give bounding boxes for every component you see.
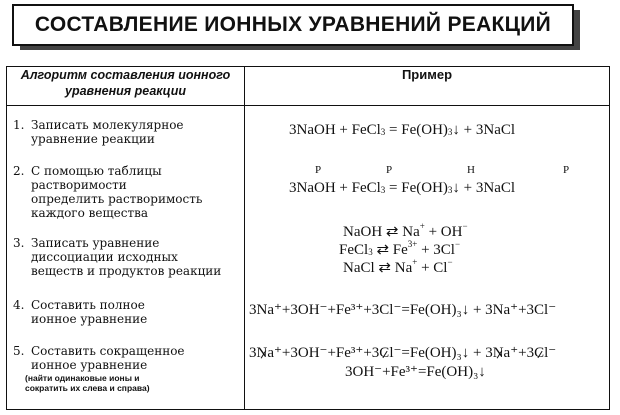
step-4 <box>13 298 241 326</box>
step-number: 2. <box>13 164 25 178</box>
title-block <box>10 4 590 52</box>
solubility-mark: Р <box>315 164 322 176</box>
dissociation-nacl: NaCl ⇄ Na+ + Cl− <box>343 257 453 276</box>
step-number: 5. <box>13 344 25 358</box>
step-2 <box>13 164 241 220</box>
step-number: 4. <box>13 298 25 312</box>
full-ionic-equation: 3Na⁺+3OH⁻+Fe³⁺+3Cl⁻=Fe(OH)₃↓ + 3Na⁺+3Cl⁻ <box>249 302 557 318</box>
header-algorithm: Алгоритм составления ионного уравнения реакции <box>7 67 245 106</box>
step-1 <box>13 118 241 146</box>
dissociation-fecl3: FeCl$_3$ ⇄ $Fe^{3+} + 3Cl^-$ <box>339 239 461 258</box>
page-title: СОСТАВЛЕНИЕ ИОННЫХ УРАВНЕНИЙ РЕАКЦИЙ <box>12 4 574 46</box>
solubility-mark: Н <box>467 164 475 176</box>
molecular-equation-repeat: 3NaOH + FeCl$_3$ = $Fe(OH)_3↓$ + 3NaCl <box>289 180 516 196</box>
steps-column <box>7 106 245 410</box>
solubility-mark: Р <box>386 164 393 176</box>
table-header-row <box>7 67 610 106</box>
solubility-mark: Р <box>563 164 570 176</box>
step-text: Записать уравнение диссоциации исходных веществ и продуктов реакции <box>31 236 222 278</box>
header-example: Пример <box>245 67 610 106</box>
crossed-ionic-equation: 3Na⁺+3OH⁻+Fe³⁺+3Cl⁻=Fe(OH)₃↓ + 3Na⁺+3Cl⁻ <box>249 345 557 361</box>
step-3 <box>13 236 241 278</box>
step-text: Записать молекулярное уравнение реакции <box>31 118 184 146</box>
examples-column <box>245 106 610 410</box>
step-5 <box>13 344 241 393</box>
step-number: 3. <box>13 236 25 250</box>
step-note: (найти одинаковые ионы и сократить их слева и справа) <box>25 373 150 393</box>
step-number: 1. <box>13 118 25 132</box>
step-text: Составить полное ионное уравнение <box>31 298 148 326</box>
molecular-equation: 3NaOH + FeCl$_3$ = $Fe(OH)_3↓$ + 3NaCl <box>289 122 516 138</box>
table-body-row <box>7 106 610 410</box>
step-text: Составить сокращенное ионное уравнение <box>31 344 185 372</box>
algorithm-table <box>6 66 610 410</box>
short-ionic-equation: 3OH⁻+Fe³⁺=Fe(OH)₃↓ <box>345 364 486 380</box>
dissociation-naoh: NaOH ⇄ Na+ + OH− <box>343 221 468 240</box>
step-text: С помощью таблицы растворимости определить растворимость каждого вещества <box>31 164 203 220</box>
